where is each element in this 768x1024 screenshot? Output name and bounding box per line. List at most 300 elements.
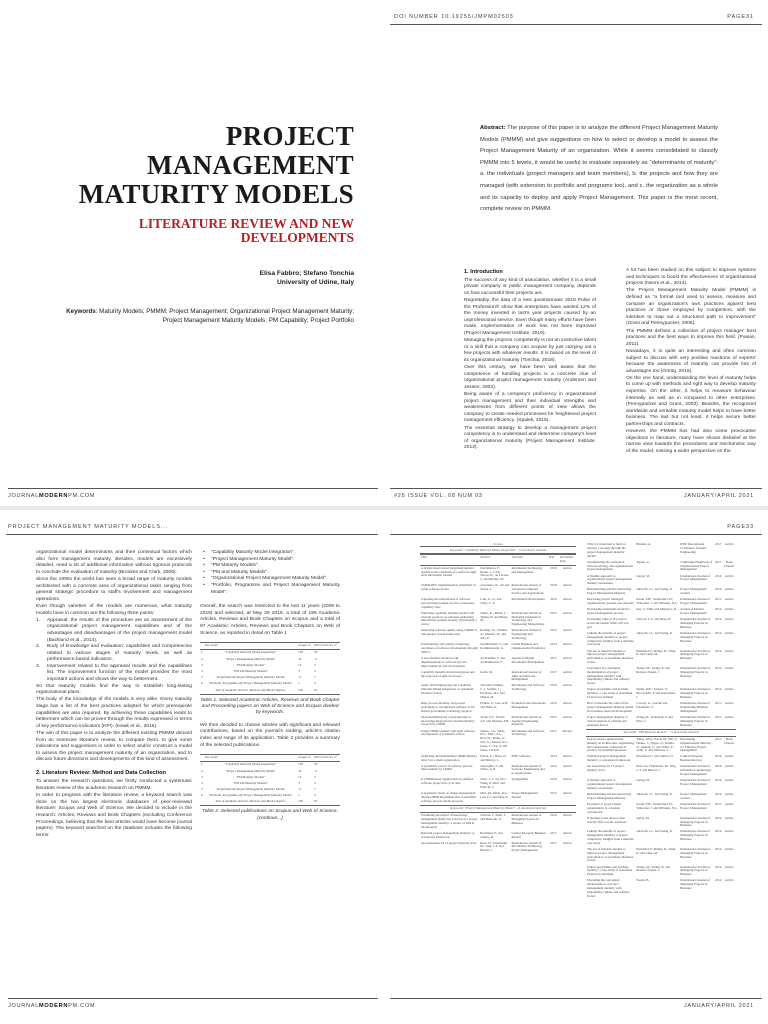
- table-cell: Article: [724, 878, 734, 883]
- table-cell: 11: [298, 787, 302, 792]
- table-row: [420, 683, 576, 701]
- table-cell: Pasian, B.: [636, 878, 650, 883]
- table-1: [200, 642, 340, 694]
- footer-brand-prefix: JOURNAL: [8, 1003, 40, 1009]
- table-cell: Article: [724, 617, 734, 622]
- table-row: [420, 754, 576, 764]
- table-cell: Developing Organizational Maturity for Effective Project Management: [680, 736, 712, 753]
- table-cell: Article: [724, 607, 734, 612]
- list-item: • "Portfolio, Programme and Project Management Maturity Model".: [200, 583, 340, 596]
- table-cell: Rosa, D.; Eiderbaum, M.; Ong, C.T. and Barrett, J.: [636, 764, 677, 773]
- table-cell: Görög, M.: [636, 573, 650, 578]
- table-cell: 2014: [715, 630, 722, 635]
- table-cell: Albrecht, J.C. and Spang, K.: [636, 587, 673, 592]
- table-cell: Strengthening the connection between strategy and organizational project management: [587, 559, 633, 572]
- table-header: Authors: [479, 554, 510, 565]
- table-row: [586, 560, 736, 574]
- table-cell: Article: [562, 840, 572, 845]
- table-row: [420, 670, 576, 684]
- table-cell: 5: [201, 675, 203, 680]
- table-cell: International Journal of Managing Projects in Business: [680, 864, 711, 877]
- table-cell: "Portfolio, Programme and Project Management Maturity Model": [208, 793, 293, 798]
- table-cell: The use of maturity models to improve project management performance: A systematic literature review: [587, 847, 634, 863]
- table-cell: Global Business and Organizational Excellence: [511, 642, 546, 650]
- publications-table-a-grid: [420, 554, 576, 855]
- table-cell: Article: [724, 864, 734, 869]
- table-cell: Schwab, I.; Shah, T. and Baabouli, A.: [480, 813, 506, 821]
- table-cell: Project Management Journal: [680, 791, 707, 800]
- table-cell: Article: [724, 791, 734, 796]
- table-header: Web of Science n°: [313, 755, 340, 762]
- intro-paragraph: The essential strategy to develop a management project competency is to understand and determine company's level of organizational maturity (Project Management Institute, 2013).: [464, 425, 596, 451]
- table-cell: "Project Management Maturity Model": [225, 768, 276, 773]
- footer-brand-suffix: PM.COM: [68, 1003, 96, 1009]
- table-cell: Article: [724, 648, 734, 653]
- table-cell: International Journal of Managing Projects in Business: [680, 630, 711, 643]
- table-header: Scopus n°: [297, 755, 313, 762]
- table-cell: Developing sustainable model for project management process: [587, 607, 631, 616]
- table-cell: 7: [314, 787, 316, 792]
- table-cell: Review: [562, 728, 573, 733]
- table-cell: A new maturity model for the implementation of software process improvement in web development: [421, 655, 467, 668]
- table-cell: Article: [724, 801, 734, 806]
- table-row: [586, 666, 736, 687]
- table-cell: Article: [724, 829, 734, 834]
- table-cell: Nascimento, F.; Rubio, C.J.; Da Nóvoa, R.; de Lucena, J.; and Merino, M.: [480, 565, 509, 582]
- table-cell: Arevanero, R.; Ali and Sirron, L.: [480, 583, 510, 592]
- table-cell: Rodrigo, R.; Schmitt, A.; Martins, D.; and Vila, E.: [480, 628, 508, 640]
- table-cell: International Journal of Information Technology Project Management: [511, 840, 543, 853]
- table-cell: Backlund, F.; and Gulbro, D.: [636, 754, 674, 759]
- table-cell: Carcary, G.; Gorrini and Fernández, Y.: [636, 701, 668, 709]
- table-row: [586, 715, 736, 729]
- intro-heading: 1. Introduction: [464, 269, 503, 275]
- footer-date: JANUARY/APRIL 2021: [683, 1003, 754, 1009]
- table-row: [586, 847, 736, 865]
- table-cell: A systematic review of software process improvement by CMMI: [421, 763, 473, 772]
- table-cell: 2016: [550, 597, 557, 602]
- publications-table-b: [586, 542, 736, 978]
- body-paragraph: Overall, the search was restricted to the last 11 years (2009 to 2019) and selected, at May 29 2019, a total of 199 Academic Articles, Reviews and Book Chapters on Scopus and a total of 97 Academic Articles, Reviews and Book Chapters on Web of Science, as reported in detail on Table 1: [200, 604, 340, 636]
- table-cell: Capability maturity model integration and the approach of agile best bases: [421, 669, 475, 678]
- body-paragraph: Even though varieties of the models are numerous, what maturity models have in common are the following three points:: [36, 603, 192, 616]
- table-cell: Article: [724, 630, 734, 635]
- footer-rule: [8, 998, 378, 999]
- table-cell: Article: [724, 666, 734, 671]
- table-cell: 3: [298, 669, 300, 673]
- table-cell: 4: [314, 681, 316, 686]
- table-cell: 5: [201, 787, 203, 792]
- table-cell: Torrecilla-Salinas, C.J.; Sedeño, J.; Escalona, M.J. and Mejías, M.: [480, 683, 505, 699]
- keywords-block: [58, 308, 354, 326]
- table-cell: 128: [298, 762, 303, 767]
- table-cell: 1: [201, 650, 203, 655]
- table-cell: Patten, G.; Sheer, D. and Murray, L.: [480, 753, 507, 762]
- table-cell: Production and Operations Management: [511, 701, 546, 709]
- table-cell: 6: [201, 793, 203, 798]
- table-cell: Article: [562, 714, 572, 719]
- table-cell: 2014: [550, 753, 557, 758]
- table-cell: Article: [562, 701, 572, 706]
- table-cell: Article: [562, 763, 572, 768]
- table-cell: Kabir, M.: [480, 669, 493, 674]
- table-cell: 2015: [550, 728, 557, 733]
- table-cell: Nenni, M.E.; Arnone, V.; Boccardelli, P. and Napolitano, I.: [636, 687, 677, 700]
- table-cell: 2017: [550, 840, 557, 845]
- table-cell: Santos, J.A.; Sainz, D.C.; Pinto, A.L.; Bert, M.; Mann, A.; Sch, G.; Amaral, P.C.; Lima, C.; Vaz, P. and Nieto, J.D.D.E.: [480, 728, 509, 752]
- table-cell: International Journal of Software Engineering and its Applications: [511, 763, 545, 776]
- table-cell: Using CMMI together with agile software development: A systematic review: [421, 728, 475, 737]
- table-header: Journals: [510, 554, 547, 565]
- table-cell: 2014: [550, 763, 557, 768]
- table-cell: International Journal of Managing Projects in Business: [680, 666, 711, 678]
- table-cell: 97: [313, 687, 340, 694]
- table-cell: 5: [314, 774, 316, 779]
- table-cell: 1: [298, 681, 300, 686]
- table-row: [420, 583, 576, 597]
- table-cell: "Capability Maturity Model Integration": [224, 762, 277, 767]
- table-cell: 2016: [715, 587, 722, 592]
- table-cell: 2016: [715, 573, 722, 578]
- intro-column-2: [626, 268, 756, 456]
- table-cell: 2014: [715, 607, 722, 612]
- table-cell: Article: [562, 753, 572, 758]
- table-cell: Central European Business Review: [511, 830, 546, 839]
- table-cell: 5: [314, 662, 316, 667]
- table-cell: 2015: [715, 597, 722, 602]
- table-cell: Swaminathan, V.; and Krishnaswamy, A.: [480, 642, 509, 650]
- table-cell: Article: [724, 542, 734, 547]
- table-cell: 4: [314, 669, 316, 673]
- keywords-label: Keywords: [66, 308, 96, 315]
- table-cell: Article: [724, 847, 734, 852]
- list-item: • "PM and Maturity Models".: [200, 570, 340, 577]
- table-row: [420, 611, 576, 629]
- table-cell: Project programme and portfolio maturity: a case study of Australian Federal Government: [587, 687, 633, 700]
- table-cell: Article: [562, 830, 572, 835]
- table-cell: Article: [562, 683, 572, 688]
- body-paragraph: The body of the knowledge of the models is very alike. Every maturity stage has a list of the best practices adopted for which prerequisite capabilities are also required. By achieving these capabilities leads to betterment which can be proven through the results expressed in terms of key performance indicators (KPI). (Kwak et al., 2015).: [36, 697, 192, 729]
- table-cell: "Organizational Project Management Maturity Model": [215, 787, 286, 792]
- search-terms-list: [200, 550, 340, 596]
- table-cell: 2014: [715, 815, 722, 820]
- header-doi: DOI NUMBER 10.19255/JMPM02503: [394, 14, 514, 20]
- table-cell: Article: [724, 597, 734, 602]
- footer-issue: #25 ISSUE VOL. 08 NUM 03: [394, 493, 483, 499]
- table-cell: 2014: [715, 648, 722, 653]
- table-cell: 3: [298, 780, 300, 785]
- body-paragraph: In order to progress with the literature review, a keyword search was done on the two largest electronic databases of peer-reviewed literature: Scopus and Web of Science. We decided to include in the research: Articles, Reviews and Book Chapters (excluding Conference Proceedings, believing that the best articles would have become journal papers). The keyword searched on the database includes the following terms:: [36, 793, 192, 838]
- table-cell: 199: [297, 799, 313, 806]
- table-cell: 2014: [715, 878, 722, 883]
- table-cell: 2016: [715, 791, 722, 796]
- maturity-points-list: [36, 618, 192, 684]
- table-cell: International Journal of Managing Projects in Business: [680, 815, 711, 828]
- table-header: Keywords: [204, 643, 297, 650]
- table-row: [586, 802, 736, 816]
- table-cell: Salleo, M.A.; Patch, M.; Mir, T.; Hannu, J.; Vilppo, O.; Kujala, Y.; Jaakola, S.; and Vaher, T.; Zafar, Z. and Johnston, C.: [636, 736, 678, 753]
- table-cell: International Journal of Advanced Computer Science and Applications: [511, 583, 544, 595]
- table-cell: "Portfolio, Programme and Project Management Maturity Model": [208, 681, 293, 686]
- table-row: [586, 792, 736, 802]
- table-cell: Capturing the introduction of software process improvement success: A literature capability view: [421, 597, 475, 609]
- table-row: [420, 701, 576, 715]
- table-cell: Article: [562, 791, 572, 796]
- literature-review-page: [0, 510, 384, 1016]
- table-cell: Article: [724, 714, 734, 719]
- table-cell: Benchmarking and Reconstructing Project Management Maturity: [587, 791, 632, 800]
- table-cell: International Journal of Project Management: [680, 801, 711, 810]
- table-cell: Disclosing project managers' organizational systems over maturity: [587, 597, 635, 606]
- table-cell: Schwab, L.E. and Shaw, B.: [636, 617, 672, 622]
- table-cell: 2015: [715, 801, 722, 806]
- table-cell: A bridge-based expert judgement method applied to the validation of a software high-level knowledge transfer: [421, 565, 477, 578]
- table-cell: A flexible approach to organizational project management maturity assessment: [587, 778, 632, 790]
- table-cell: 43: [298, 656, 302, 661]
- table-cell: 11: [314, 768, 318, 773]
- table-cell: "Project Management Maturity Model": [225, 656, 276, 661]
- publications-table-page: [384, 510, 768, 1016]
- table-cell: Information and Software Technology: [511, 728, 545, 737]
- table-cell: International Journal of Project Management: [680, 597, 711, 606]
- table-cell: Achieving and maintaining CMMI maturity level 5 in a small organization: [421, 753, 477, 762]
- author-names: Elisa Fabbro; Stefano Tonchia: [259, 270, 354, 277]
- table-cell: 1: [201, 762, 203, 767]
- intro-column-1: [464, 268, 596, 453]
- footer-brand: [8, 1003, 95, 1009]
- table-cell: Technical project management maturity: a conceptual framework: [587, 754, 631, 763]
- table-cell: Article: [562, 777, 572, 782]
- table-header: Title: [420, 554, 479, 565]
- footer-date: JANUARY/APRIL 2021: [683, 493, 754, 499]
- table-cell: Görög, M.: [636, 778, 650, 783]
- table-cell: 13: [298, 774, 302, 779]
- table-cell: 2013: [715, 701, 722, 706]
- table-row: [420, 715, 576, 729]
- list-item: • "Project Management Maturity Model".: [200, 557, 340, 564]
- section-2-heading: 2. Literature Review: Method and Data Collection: [36, 769, 166, 776]
- list-item: • "PM Maturity Models".: [200, 563, 340, 570]
- table-cell: Sum of Academic Articles, Reviews and Book Chapters: [204, 687, 297, 694]
- table-cell: 2: [201, 656, 203, 661]
- table-total-row: [200, 799, 340, 806]
- article-subtitle: LITERATURE REVIEW AND NEW DEVELOPMENTS: [138, 216, 354, 245]
- list-item: • "Capability Maturity Model Integration".: [200, 550, 340, 557]
- table-cell: A systematic study of change management during CMMI implementation: A modified software process model proposal: [421, 791, 476, 803]
- table-header: Scopus n°: [297, 643, 313, 650]
- table-1-caption: Table 1. Selected Academic Articles, Reviews and Book Chapter and Proceeding papers on Web of Science and Scopus divided by keywords.: [200, 697, 340, 716]
- body-paragraph: organizational model determinants and their contextual factors which also form management maturity. Besides, models are excessively detailed, need a lot of additional information without rigorous protocols to conclude the evaluation of maturity (Brookes and Clark, 2009).: [36, 550, 192, 575]
- table-cell: Book Chapter: [724, 559, 735, 568]
- table-row: [200, 762, 340, 769]
- table-cell: Article: [562, 583, 572, 588]
- table-row: [586, 687, 736, 701]
- table-row: [420, 728, 576, 753]
- table-cell: Exploring capability maturity models and relevant practices as solutions addressing information systems security (IS) through a survey: [421, 610, 477, 627]
- table-cell: Evolution of project-based organizations in a modern construction: [587, 801, 621, 814]
- table-cell: CMMI-DEV implementation simplified: A spiral software model: [421, 583, 476, 592]
- table-keyword-row: Keywords: "PM Maturity Models" - 11 documents selected: [586, 729, 736, 736]
- table-cell: Extending the conceptual modernization of project management maturity with adaptability, climate and ordinary factors: [587, 878, 630, 898]
- author-affiliation: University of Udine, Italy: [277, 279, 354, 286]
- table-header: Web of Science n°: [313, 643, 340, 650]
- table-row: [586, 754, 736, 764]
- header-rule: [390, 24, 762, 25]
- table-cell: International Journal of Managing Projects in Business: [680, 648, 711, 661]
- table-cell: International Journal of Managing Projects in Business: [680, 847, 711, 859]
- table-row: [586, 764, 736, 778]
- table-cell: 2014: [715, 617, 722, 622]
- footer-brand-mid: MODERN: [39, 1003, 69, 1009]
- table-row: [586, 778, 736, 792]
- table-cell: Analyzing software quality using CMMI: A rule-guided system framework: [421, 628, 477, 637]
- table-cell: Journal of Modern Project Management: [680, 607, 707, 616]
- list-item: 3. Improvement related to the appraisal results and the capabilities list. The improvement function of the model provides the most important actions and shows the way to betterment.: [36, 664, 192, 684]
- table-row: [586, 829, 736, 847]
- table-cell: Article: [724, 764, 734, 769]
- table-row: [586, 701, 736, 715]
- body-paragraph: To answer the research questions, we firstly conducted a systematic literature review of the academic research on PMMM.: [36, 779, 192, 792]
- table-cell: 1: [298, 793, 300, 798]
- table-cell: 2016: [550, 777, 557, 782]
- table-cell: International Journal of Managing Projects in Business: [680, 829, 711, 842]
- table-cell: International Journal of Project Management: [680, 778, 711, 786]
- table-cell: International Journal of Agile Systems and Management: [511, 669, 542, 682]
- footer-brand-prefix: JOURNAL: [8, 493, 40, 499]
- table-cell: International Journal of Managing Projects in Business: [511, 813, 542, 825]
- table-row: [420, 764, 576, 778]
- running-header: PROJECT MANAGEMENT MATURITY MODELS...: [8, 524, 169, 530]
- table-cell: 4: [314, 780, 316, 785]
- table-cell: Project management maturity: a critical analysis of existing and emergent factors: [587, 714, 628, 727]
- publications-table-b-grid: [586, 542, 736, 900]
- header-page-number: PAGE33: [727, 524, 754, 530]
- table-cell: "PM and Maturity Models": [233, 780, 268, 785]
- table-cell: 66: [314, 650, 318, 655]
- intro-paragraph: Nowadays, it is quite an interesting and often common subject to discuss with very positive reactions of experts' because the awareness of maturity can provide lots of advantages too (Görög, 2016).: [626, 348, 756, 374]
- table-cell: "PM Maturity Models": [235, 774, 266, 779]
- body-paragraph: We then decided to choose articles with significant and relevant contributions, based on the journal's ranking, article's citation index and range of its application. Table 2 provides a summary of the selected publications.: [200, 722, 340, 748]
- table-cell: An assessment for IT project maturity level: [421, 840, 477, 845]
- table-cell: 2: [201, 768, 203, 773]
- table-cell: Information and Software Technology: [511, 683, 545, 692]
- table-cell: International Journal of Managing Projects in Business: [680, 878, 711, 890]
- table-cell: Young, M.; Young, R. and Romero Zapata, J.: [636, 864, 670, 873]
- intro-paragraph: Over this century, we have been well aware that the competence of handling projects is a concrete clue of organizational project management maturity (Andersen and Jessen, 2003).: [464, 365, 596, 390]
- table-cell: Project Management Journal: [680, 587, 707, 596]
- table-cell: 2016: [715, 764, 722, 769]
- footer-brand: [8, 493, 95, 499]
- table-cell: Brunner, A.: [636, 542, 652, 547]
- table-cell: IEEE International Conference Systems Engineering: [680, 542, 707, 554]
- table-cell: Operationalizing the conceptual idea to knowledge integration in interdisciplinary research by CMMI: [421, 714, 475, 727]
- table-cell: Procedures for conceptual modernization of project management maturity with adaptability, climate and ordinary factors: [587, 666, 630, 686]
- intro-paragraph: Regrettably, the data of a new questionnaire 2018 Pulse of the Profession® show that enterprises have wasted 12% of the money invested in last's year projects caused by an unprofessional service. Even though many efforts have been made, implementation of work has not been improved (Project Management Institute, 2019).: [464, 297, 596, 336]
- table-cell: Young, M.; Young, R. and Romero Zapata, J.: [636, 666, 670, 674]
- intro-paragraph: Managing the projects competently is not an instinctive talent or a skill that a company can acquire by just carrying out a few projects with whatever results. It is based on the level of its organizational maturity (Tonchia, 2018).: [464, 338, 596, 363]
- table-2-caption: Table 2. Selected publications on Scopus and Web of Science. (continue...): [202, 809, 338, 821]
- table-cell: Article: [562, 597, 572, 602]
- table-cell: Article: [724, 778, 734, 783]
- table-cell: "Capability Maturity Model Integration": [224, 650, 277, 655]
- table-cell: "Organizational Project Management Maturity Model": [215, 675, 286, 680]
- table-cell: International Journal of Managing Projects in Business: [680, 714, 711, 727]
- spread-pages-30-31: [0, 0, 768, 506]
- table-row: [586, 542, 736, 560]
- intro-paragraph: However, the PMMM has had also some provocative objections in literature, many have shown disbelief at the narrow view towards the procedures and mechanistic way of the model, missing a wider perspective on the: [626, 429, 756, 454]
- table-cell: Mitc, M.; Khan, R.G.; Lim, F.J. and Jiang X.: [480, 791, 509, 800]
- publications-table-a: [420, 542, 576, 978]
- table-cell: Lam, A.; Li, and Chen, C.-Y.: [480, 597, 502, 605]
- table-cell: An assessment for IT project maturity level: [587, 764, 624, 773]
- table-cell: Gheorghiu, F. and Salleo, A.D.: [480, 763, 504, 772]
- table-row: [586, 617, 736, 631]
- footer-rule: [390, 488, 762, 489]
- table-row: [586, 573, 736, 587]
- table-cell: 2014: [715, 666, 722, 671]
- table-cell: International Journal of Engineering Business Management: [680, 701, 711, 713]
- authors-block: [64, 269, 354, 287]
- table-cell: 2017: [550, 830, 557, 835]
- table-cell: 2013: [715, 714, 722, 719]
- table-cell: 2017: [715, 559, 722, 564]
- table-cell: 13: [298, 662, 302, 667]
- table-cell: Kwak, Y.H.; Sadatsafavi, H.; Walewski, J. and Williams, N.L.: [636, 597, 678, 606]
- table-cell: Sum of Academic Articles, Reviews and Book Chapters: [204, 799, 297, 806]
- footer-rule: [8, 488, 378, 489]
- table-cell: International Journal of Managing Projects in Business: [680, 687, 711, 700]
- table-cell: Albrecht, J.C. and Spang, K.: [636, 791, 673, 796]
- table-cell: 2016: [550, 701, 557, 706]
- table-row: [420, 656, 576, 670]
- table-cell: Rosa, D.; Eiderbaum, M.; Ong, C.T. and Barrett, J.: [480, 840, 508, 853]
- table-cell: Aubry, M.: [636, 815, 650, 820]
- keywords-text: : Maturity Models; PMMM; Project Management; Organizational Project Management Maturity; Project Management Maturity Models; PM Capability; Project Portfolio: [95, 308, 354, 324]
- intro-paragraph: On the one hand, understanding the level of maturity helps to come up with methods and right way to develop maturity expertise. On the other, it helps to measure behaviour internally as well as in compared to other enterprises. (Pennypacker and Grant, 2003). Besides, the recognized worldwide and veritable maturity model helps to have better business. The last but not least, it helps secure better partnerships and contracts.: [626, 375, 756, 428]
- table-cell: 97: [313, 799, 340, 806]
- table-cell: The use of maturity models to improve project management performance: A systematic literature review: [587, 648, 634, 664]
- table-cell: Backlund, F.; and Gulbro, D.: [480, 830, 503, 839]
- table-cell: 128: [298, 650, 303, 655]
- table-cell: Ebhuis, A.; Gao, A.B. and Hahn, K.: [480, 701, 509, 709]
- table-row: [420, 777, 576, 791]
- table-cell: Chao, L.J.; Su, W.C.; Wang, P.; Kim, and Kim, M.-J.: [480, 777, 508, 790]
- intro-paragraph: A lot has been studied on this subject to improve systems and techniques to boost the effectiveness of organizational projects (Nenni et al., 2014).: [626, 268, 756, 287]
- list-item: 1. Appraisal: the results of this procedure are an assessment of the organizational project management capabilities and of the advantages and disadvantages of the project management model (Backlund et al., 2014).: [36, 618, 192, 644]
- table-cell: 2016: [550, 683, 557, 688]
- table-header: Year: [548, 554, 559, 565]
- table-cell: Journal of Digital Information Management: [511, 655, 545, 664]
- table-header: Document Type: [559, 554, 576, 565]
- list-item: 2. Body of knowledge and evaluation: capabilities and competencies related to various stages of maturity levels, as well as performance-based indicators.: [36, 644, 192, 664]
- table-cell: Central European Business Review: [680, 754, 703, 763]
- table-cell: Is CMMI-based organization be satisfied software project life cycle data: [421, 777, 474, 786]
- table-cell: Article: [562, 565, 572, 570]
- table-cell: Salleo, K.; Mutlu, L.; Thakir, H. and Burke, M.: [480, 610, 509, 623]
- table-cell: A flexible approach to organizational project management maturity assessment: [587, 573, 632, 586]
- table-cell: Article: [724, 701, 734, 706]
- table-cell: How to measure the value of the project management maturity model in a business network development: [587, 701, 634, 713]
- table-row: [420, 812, 576, 830]
- table-row: [420, 791, 576, 805]
- table-cell: 2017: [715, 542, 722, 547]
- table-cell: Evaluating value of IT projects across the model: What will you get?: [587, 617, 629, 629]
- table-row: [586, 631, 736, 649]
- table-cell: Information Development: [511, 597, 545, 602]
- table-row: [586, 597, 736, 607]
- table-cell: Why is it important to build or develop a strategy through the project management maturity model?: [587, 542, 626, 558]
- table-cell: 2014: [715, 864, 722, 869]
